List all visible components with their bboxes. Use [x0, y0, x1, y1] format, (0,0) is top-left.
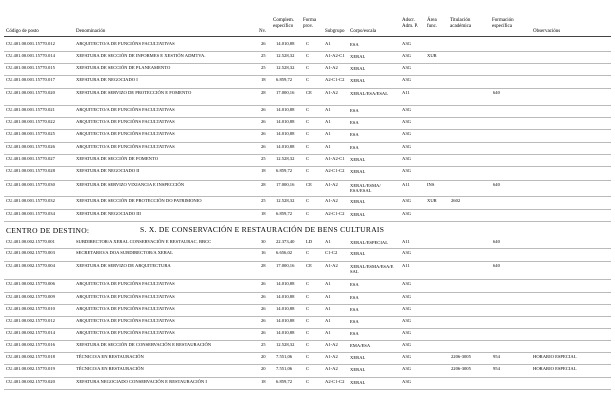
cell-complemento: 7.551,06 [276, 366, 293, 371]
header-subgrupo: Subgrupo [325, 29, 345, 34]
cell-denominacion: ARQUITECTO/A DE FUNCIÓNS FACULTATIVAS [76, 306, 175, 311]
cell-adscr: A3G [402, 168, 411, 173]
cell-nv: 18 [261, 77, 266, 82]
cell-codigo: CU.401.00.001.15770.017 [6, 77, 55, 82]
cell-corpo: ESA [350, 319, 359, 324]
cell-codigo: CU.401.00.001.15770.026 [6, 144, 55, 149]
cell-complemento: 14.010,88 [276, 119, 295, 124]
cell-corpo: XERAL [350, 380, 366, 385]
cell-codigo: CU.401.00.001.15770.034 [6, 211, 55, 216]
cell-subgrupo: A1 [325, 144, 331, 149]
cell-codigo: CU.401.00.002.15770.016 [6, 342, 55, 347]
cell-complemento: 14.010,88 [276, 330, 295, 335]
cell-forma: C [306, 342, 310, 347]
cell-denominacion: XEFATURA DE SECCIÓN DE PLANEAMENTO [76, 65, 171, 70]
header-forma: Forma prov. [303, 18, 317, 29]
cell-corpo: ESA [350, 307, 359, 312]
cell-nv: 16 [261, 250, 266, 255]
cell-corpo: XERAL [350, 251, 366, 256]
cell-adscr: A3G [402, 119, 411, 124]
cell-complemento: 12.528,32 [276, 65, 295, 70]
cell-observacions: HORARIO ESPECIAL [533, 354, 577, 359]
header-divider [4, 36, 611, 37]
cell-adscr: A3G [402, 318, 411, 323]
cell-subgrupo: A1-A2 [325, 198, 338, 203]
cell-denominacion: ARQUITECTO/A DE FUNCIÓNS FACULTATIVAS [76, 281, 175, 286]
cell-forma: CE [306, 90, 312, 95]
header-corpo: Corpo/escala [350, 29, 377, 34]
row-divider [4, 142, 611, 143]
cell-adscr: A11 [402, 239, 410, 244]
cell-denominacion: XEFATURA DE SERVIZO VIXIANCIA E INSPECCIÓN [76, 182, 185, 187]
cell-subgrupo: A1-A2-C1 [325, 156, 345, 161]
cell-complemento: 6.859,72 [276, 168, 293, 173]
cell-complemento: 6.656,02 [276, 250, 293, 255]
cell-nv: 20 [261, 354, 266, 359]
cell-corpo: ESA [350, 282, 359, 287]
cell-adscr: A3G [402, 156, 411, 161]
cell-nv: 26 [261, 281, 266, 286]
cell-denominacion: ARQUITECTO/A DE FUNCIÓNS FACULTATIVAS [76, 318, 175, 323]
cell-denominacion: ARQUITECTO/A DE FUNCIÓNS FACULTATIVAS [76, 119, 175, 124]
cell-corpo: ESA [350, 132, 359, 137]
cell-adscr: A3G [402, 250, 411, 255]
cell-nv: 26 [261, 306, 266, 311]
cell-adscr: A3G [402, 366, 411, 371]
cell-subgrupo: A1-A2 [325, 90, 338, 95]
row-divider [4, 166, 611, 167]
cell-forma: C [306, 330, 310, 335]
cell-observacions: HORARIO ESPECIAL [533, 366, 577, 371]
cell-subgrupo: A2-C1-C2 [325, 77, 345, 82]
row-divider [4, 389, 611, 390]
cell-codigo: CU.401.00.001.15770.021 [6, 107, 55, 112]
cell-complemento: 14.010,88 [276, 294, 295, 299]
cell-codigo: CU.401.00.002.15770.012 [6, 318, 55, 323]
cell-denominacion: XEFATURA NEGOCIADO CONSERVACIÓN E RESTAURACIÓN I [76, 379, 207, 384]
cell-nv: 18 [261, 379, 266, 384]
cell-complemento: 17.000,16 [276, 90, 295, 95]
cell-adscr: A3G [402, 330, 411, 335]
cell-complemento: 14.010,88 [276, 107, 295, 112]
cell-nv: 26 [261, 318, 266, 323]
cell-forma: C [306, 366, 310, 371]
cell-subgrupo: A1-A2 [325, 366, 338, 371]
cell-complemento: 17.000,16 [276, 182, 295, 187]
cell-denominacion: XEFATURA DE SERVIZO DE ARQUITECTURA [76, 263, 171, 268]
cell-subgrupo: A1 [325, 41, 331, 46]
cell-subgrupo: C1-C2 [325, 250, 338, 255]
cell-adscr: A11 [402, 263, 410, 268]
cell-nv: 25 [261, 53, 266, 58]
cell-adscr: A3G [402, 41, 411, 46]
cell-codigo: CU.401.00.002.15770.014 [6, 330, 55, 335]
row-divider [4, 364, 611, 365]
cell-corpo: XERAL [350, 78, 366, 83]
cell-subgrupo: A1-A2 [325, 354, 338, 359]
cell-corpo: ESA [350, 331, 359, 336]
cell-nv: 25 [261, 342, 266, 347]
cell-denominacion: ARQUITECTO/A DE FUNCIÓNS FACULTATIVAS [76, 144, 175, 149]
row-divider [4, 129, 611, 130]
row-divider [4, 261, 611, 262]
cell-complemento: 6.859,72 [276, 77, 293, 82]
cell-codigo: CU.401.00.001.15770.022 [6, 119, 55, 124]
cell-forma: LD [306, 239, 313, 244]
cell-corpo: XERAL/ESMA/ESA/E SAL [350, 264, 394, 275]
cell-nv: 26 [261, 294, 266, 299]
cell-subgrupo: A1-A2-C1 [325, 53, 345, 58]
cell-adscr: A3G [402, 342, 411, 347]
cell-denominacion: XEFATURA DE SECCIÓN DE CONSERVACIÓN E RESTAURACIÓN [76, 342, 212, 347]
cell-denominacion: ARQUITECTO/A DE FUNCIÓNS FACULTATIVAS [76, 330, 175, 335]
cell-formacion: 954 [493, 354, 500, 359]
cell-forma: C [306, 281, 310, 286]
cell-denominacion: XEFATURA DE SECCIÓN DE PROTECCIÓN DO PATRIMONIO [76, 198, 202, 203]
cell-corpo: XERAL/ESPECIAL [350, 240, 389, 245]
row-divider [4, 209, 611, 210]
cell-forma: C [306, 306, 310, 311]
cell-nv: 25 [261, 156, 266, 161]
cell-complemento: 14.010,88 [276, 318, 295, 323]
cell-nv: 20 [261, 366, 266, 371]
cell-complemento: 12.528,32 [276, 342, 295, 347]
row-divider [4, 180, 611, 181]
section-title: S. X. DE CONSERVACIÓN E RESTAURACIÓN DE BENS CULTURAIS [140, 225, 385, 234]
row-divider [4, 221, 611, 222]
cell-codigo: CU.401.00.002.15770.010 [6, 306, 55, 311]
cell-adscr: A3G [402, 65, 411, 70]
header-observacions: Observacións [533, 29, 561, 34]
cell-forma: C [306, 211, 310, 216]
cell-forma: C [306, 198, 310, 203]
header-denominacion: Denominación [76, 29, 106, 34]
cell-corpo: XERAL [350, 66, 366, 71]
cell-adscr: A3G [402, 53, 411, 58]
row-divider [4, 88, 611, 89]
cell-nv: 26 [261, 107, 266, 112]
cell-adscr: A3G [402, 306, 411, 311]
cell-adscr: A3G [402, 281, 411, 286]
cell-corpo: ESA [350, 145, 359, 150]
cell-corpo: XERAL [350, 54, 366, 59]
cell-forma: C [306, 53, 310, 58]
cell-adscr: A3G [402, 211, 411, 216]
cell-formacion: 954 [493, 366, 500, 371]
cell-complemento: 14.010,88 [276, 41, 295, 46]
row-divider [4, 292, 611, 293]
cell-denominacion: SECRETARIO/A DOA SUBDIRECTOR/A XERAL [76, 250, 173, 255]
cell-area: INS [427, 182, 435, 187]
cell-adscr: A3G [402, 77, 411, 82]
header-adscr: Adscr. Adm. P. [402, 18, 418, 29]
cell-subgrupo: A1 [325, 107, 331, 112]
cell-nv: 26 [261, 41, 266, 46]
cell-corpo: ESA [350, 295, 359, 300]
cell-denominacion: TÉCNICO/A EN RESTAURACIÓN [76, 354, 144, 359]
cell-denominacion: XEFATURA DE SERVIZO DE PROTECCIÓN E FOMENTO [76, 90, 192, 95]
cell-subgrupo: A1 [325, 318, 331, 323]
cell-denominacion: XEFATURA DE SECCIÓN DE INFORMES E XESTIÓN ADMTVA. [76, 53, 206, 58]
header-complemento: Complem. específico [273, 18, 294, 29]
cell-nv: 18 [261, 211, 266, 216]
cell-adscr: A3G [402, 294, 411, 299]
cell-formacion: 640 [493, 182, 500, 187]
cell-adscr: A3G [402, 131, 411, 136]
cell-nv: 18 [261, 168, 266, 173]
header-codigo: Código de posto [6, 29, 39, 34]
cell-complemento: 6.859,72 [276, 379, 293, 384]
cell-subgrupo: A1 [325, 131, 331, 136]
cell-codigo: CU.401.00.002.15770.003 [6, 250, 55, 255]
cell-corpo: XERAL [350, 355, 366, 360]
cell-forma: CE [306, 182, 312, 187]
cell-subgrupo: A2-C1-C2 [325, 211, 345, 216]
cell-formacion: 640 [493, 263, 500, 268]
row-divider [4, 340, 611, 341]
cell-complemento: 12.528,32 [276, 198, 295, 203]
cell-codigo: CU.401.00.002.15770.006 [6, 281, 55, 286]
cell-codigo: CU.401.00.002.15770.020 [6, 379, 55, 384]
cell-subgrupo: A1 [325, 294, 331, 299]
row-divider [4, 51, 611, 52]
row-divider [4, 328, 611, 329]
cell-nv: 28 [261, 263, 266, 268]
cell-corpo: ESA [350, 42, 359, 47]
cell-nv: 30 [261, 239, 266, 244]
cell-complemento: 22.373,40 [276, 239, 295, 244]
cell-adscr: A3G [402, 107, 411, 112]
row-divider [4, 154, 611, 155]
cell-complemento: 7.551,06 [276, 354, 293, 359]
cell-codigo: CU.401.00.001.15770.014 [6, 53, 55, 58]
row-divider [4, 352, 611, 353]
cell-subgrupo: A1-A2 [325, 65, 338, 70]
row-divider [4, 63, 611, 64]
row-divider [4, 279, 611, 280]
cell-codigo: CU.401.00.001.15770.015 [6, 65, 55, 70]
row-divider [4, 316, 611, 317]
cell-subgrupo: A1 [325, 306, 331, 311]
cell-subgrupo: A1-A2 [325, 342, 338, 347]
cell-corpo: ESA [350, 120, 359, 125]
cell-corpo: XERAL [350, 367, 366, 372]
cell-nv: 25 [261, 198, 266, 203]
cell-adscr: A3G [402, 144, 411, 149]
cell-titulacion: 2602 [451, 198, 461, 203]
cell-corpo: XERAL [350, 169, 366, 174]
cell-adscr: A3G [402, 198, 411, 203]
row-divider [4, 196, 611, 197]
cell-subgrupo: A1-A2 [325, 182, 338, 187]
cell-forma: C [306, 379, 310, 384]
cell-nv: 26 [261, 119, 266, 124]
header-nv: Nv. [259, 29, 267, 34]
row-divider [4, 117, 611, 118]
cell-codigo: CU.401.00.001.15770.032 [6, 198, 55, 203]
cell-denominacion: TÉCNICO/A EN RESTAURACIÓN [76, 366, 144, 371]
cell-codigo: CU.401.00.001.15770.020 [6, 90, 55, 95]
cell-nv: 26 [261, 144, 266, 149]
cell-complemento: 14.010,88 [276, 306, 295, 311]
cell-codigo: CU.401.00.002.15770.004 [6, 263, 55, 268]
cell-subgrupo: A2-C1-C2 [325, 379, 345, 384]
cell-adscr: A11 [402, 90, 410, 95]
cell-codigo: CU.401.00.002.15770.001 [6, 239, 55, 244]
cell-formacion: 640 [493, 239, 500, 244]
cell-forma: CE [306, 263, 312, 268]
cell-titulacion: 2206-3005 [451, 354, 471, 359]
cell-denominacion: ARQUITECTO/A DE FUNCIÓNS FACULTATIVAS [76, 131, 175, 136]
cell-denominacion: XEFATURA DE SECCIÓN DE FOMENTO [76, 156, 159, 161]
cell-forma: C [306, 131, 310, 136]
cell-denominacion: XEFATURA DE NEGOCIADO I [76, 77, 138, 82]
cell-forma: C [306, 168, 310, 173]
cell-corpo: EMA/ESA [350, 343, 371, 348]
cell-forma: C [306, 41, 310, 46]
cell-denominacion: ARQUITECTO/A DE FUNCIÓNS FACULTATIVAS [76, 294, 175, 299]
row-divider [4, 377, 611, 378]
cell-codigo: CU.401.00.001.15770.025 [6, 131, 55, 136]
cell-codigo: CU.401.00.002.15770.009 [6, 294, 55, 299]
cell-complemento: 12.528,32 [276, 156, 295, 161]
cell-forma: C [306, 250, 310, 255]
cell-denominacion: ARQUITECTO/A DE FUNCIÓNS FACULTATIVAS [76, 107, 175, 112]
header-area: Área func. [427, 18, 438, 29]
cell-forma: C [306, 156, 310, 161]
cell-codigo: CU.401.00.001.15770.030 [6, 182, 55, 187]
cell-corpo: XERAL [350, 212, 366, 217]
cell-forma: C [306, 119, 310, 124]
cell-denominacion: SUBDIRECTOR/A XERAL CONSERVACIÓN E RESTAURAC. BBCC [76, 239, 212, 244]
cell-subgrupo: A2-C1-C2 [325, 168, 345, 173]
cell-denominacion: XEFATURA DE NEGOCIADO III [76, 211, 141, 216]
cell-subgrupo: A1 [325, 239, 331, 244]
cell-complemento: 6.859,72 [276, 211, 293, 216]
header-formacion: Formación específica [492, 18, 514, 29]
header-titulacion: Titulación académica [450, 18, 472, 29]
cell-forma: C [306, 318, 310, 323]
cell-complemento: 17.000,16 [276, 263, 295, 268]
row-divider [4, 75, 611, 76]
cell-corpo: XERAL/ESMA/ ESA/ESAL [350, 183, 381, 194]
row-divider [4, 304, 611, 305]
cell-codigo: CU.401.00.001.15770.027 [6, 156, 55, 161]
cell-titulacion: 2206-3005 [451, 366, 471, 371]
cell-area: XUR [427, 198, 437, 203]
cell-forma: C [306, 65, 310, 70]
cell-corpo: XERAL [350, 157, 366, 162]
cell-formacion: 640 [493, 90, 500, 95]
cell-adscr: A3G [402, 354, 411, 359]
cell-codigo: CU.401.00.002.15770.018 [6, 354, 55, 359]
cell-subgrupo: A1 [325, 119, 331, 124]
cell-corpo: ESA [350, 108, 359, 113]
cell-corpo: XERAL/ESA/ESAL [350, 91, 389, 96]
cell-complemento: 14.010,88 [276, 131, 295, 136]
cell-codigo: CU.401.00.001.15770.028 [6, 168, 55, 173]
cell-forma: C [306, 144, 310, 149]
row-divider [4, 248, 611, 249]
cell-codigo: CU.401.00.002.15770.019 [6, 366, 55, 371]
section-label: CENTRO DE DESTINO: [6, 226, 90, 235]
row-divider [4, 105, 611, 106]
cell-subgrupo: A1-A2 [325, 263, 338, 268]
cell-nv: 26 [261, 131, 266, 136]
cell-complemento: 12.528,32 [276, 53, 295, 58]
cell-forma: C [306, 354, 310, 359]
cell-complemento: 14.010,88 [276, 144, 295, 149]
cell-codigo: CU.401.00.001.15770.012 [6, 41, 55, 46]
cell-forma: C [306, 77, 310, 82]
cell-corpo: XERAL [350, 199, 366, 204]
cell-adscr: A3G [402, 379, 411, 384]
cell-denominacion: XEFATURA DE NEGOCIADO II [76, 168, 140, 173]
cell-denominacion: ARQUITECTO/A DE FUNCIÓNS FACULTATIVAS [76, 41, 175, 46]
cell-forma: C [306, 107, 310, 112]
cell-forma: C [306, 294, 310, 299]
cell-subgrupo: A1 [325, 281, 331, 286]
cell-nv: 28 [261, 90, 266, 95]
cell-nv: 28 [261, 182, 266, 187]
cell-complemento: 14.010,88 [276, 281, 295, 286]
cell-nv: 25 [261, 65, 266, 70]
cell-nv: 26 [261, 330, 266, 335]
cell-adscr: A11 [402, 182, 410, 187]
cell-area: XUR [427, 53, 437, 58]
cell-subgrupo: A1 [325, 330, 331, 335]
